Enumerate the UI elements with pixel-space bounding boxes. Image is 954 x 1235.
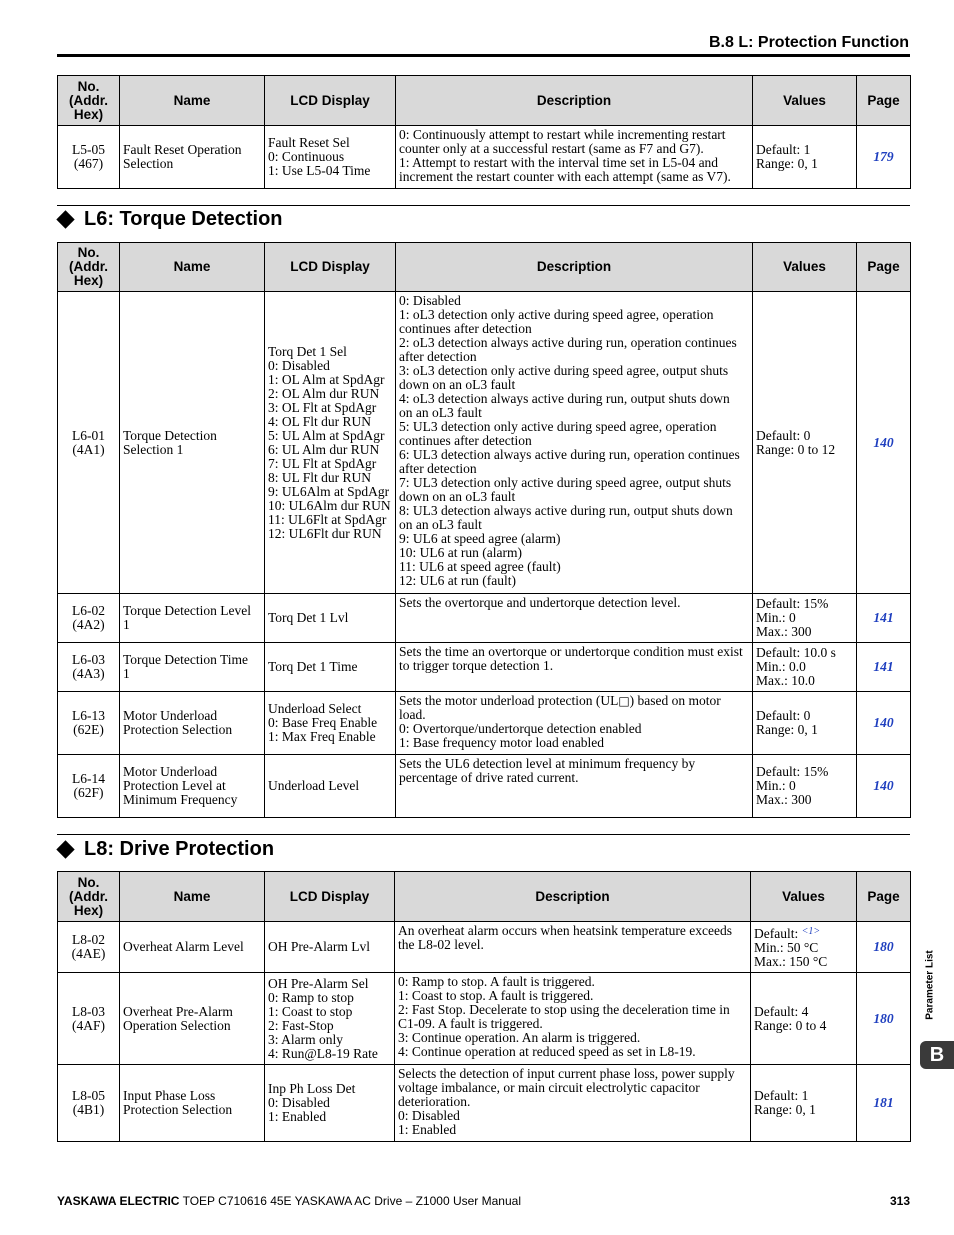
param-name-line: Input Phase Loss (123, 1088, 216, 1103)
param-description-line: Sets the overtorque and undertorque detection level. (399, 595, 681, 610)
param-name-line: Overheat Alarm Level (123, 939, 244, 954)
param-description (396, 755, 753, 818)
param-description-line: to trigger torque detection 1. (399, 658, 554, 673)
table-row (58, 922, 911, 973)
param-name (120, 292, 265, 594)
table-header-row (58, 76, 911, 126)
param-number (58, 973, 120, 1065)
page-link[interactable]: 141 (857, 594, 911, 643)
param-name (120, 126, 265, 189)
param-number (58, 1065, 120, 1142)
param-name-line: Torque Detection (123, 427, 217, 443)
param-values-line: Range: 0, 1 (756, 722, 818, 737)
table-row (58, 126, 911, 189)
param-description-line: 0: Continuously attempt to restart while incrementing restart (399, 127, 726, 142)
param-values-line: Range: 0, 1 (756, 156, 818, 171)
param-description-line: after detection (399, 349, 477, 364)
lcd-display-line: 5: UL Alm at SpdAgr (268, 427, 385, 443)
param-number-line: (4A1) (72, 441, 105, 457)
param-number-line: (4AF) (72, 1017, 105, 1033)
param-values-line: Default: 1 (754, 1088, 809, 1103)
param-description-line: 0: Ramp to stop. A fault is triggered. (398, 974, 595, 989)
lcd-display-line: 1: Max Freq Enable (268, 729, 376, 744)
param-values-line: Max.: 150 °C (754, 954, 828, 969)
col-name-header (120, 76, 265, 126)
param-description-line: down on an oL3 fault (399, 377, 516, 392)
lcd-display-line: Underload Select (268, 701, 362, 716)
page-link[interactable]: 179 (857, 126, 911, 189)
param-description (395, 973, 751, 1065)
param-values (753, 292, 857, 594)
param-description-line: Sets the time an overtorque or undertorque condition must exist (399, 644, 743, 659)
table-header-row (58, 243, 911, 292)
param-description-line: increment the restart counter with each attempt (same as V7). (399, 169, 731, 184)
param-name (120, 922, 265, 973)
param-number (58, 292, 120, 594)
param-values-line: Max.: 300 (756, 624, 812, 639)
lcd-display-line: 6: UL Alm dur RUN (268, 441, 380, 457)
param-number (58, 922, 120, 973)
header-line: LCD Display (289, 888, 370, 904)
param-values-line: Default: 10.0 s (756, 645, 836, 660)
param-name-line: 1 (123, 617, 130, 632)
param-number-line: (62E) (73, 722, 104, 737)
param-name-line: Protection Level at (123, 778, 226, 793)
col-values-header (753, 76, 857, 126)
param-number-line: (4AE) (71, 946, 106, 961)
page-header-title: B.8 L: Protection Function (709, 34, 909, 51)
parameter-table-l5 (57, 75, 911, 189)
param-description (395, 1065, 751, 1142)
col-desc-header (396, 243, 753, 292)
param-description-line: 10: UL6 at run (alarm) (399, 545, 522, 560)
param-description-line: down on an oL3 fault (399, 489, 516, 504)
footnote-ref-link[interactable]: <1> (801, 926, 821, 937)
param-number-line: L6-02 (72, 603, 105, 618)
page-number: 313 (889, 1194, 910, 1208)
param-name-line: Selection 1 (123, 441, 184, 457)
table-header-row (58, 872, 911, 922)
lcd-display-line: 8: UL Flt dur RUN (268, 469, 372, 485)
table-row (58, 692, 911, 755)
param-description-line: after detection (399, 461, 477, 476)
param-description-line: percentage of drive rated current. (399, 770, 579, 785)
table-row (58, 594, 911, 643)
page-link[interactable]: 140 (857, 292, 911, 594)
col-values-header (753, 243, 857, 292)
param-description-line: 0: Disabled (398, 1108, 460, 1123)
param-description-line: 9: UL6 at speed agree (alarm) (399, 531, 561, 546)
diamond-bullet-icon (56, 210, 74, 228)
table-row (58, 1065, 911, 1142)
param-values-line: Default: 4 (754, 1003, 809, 1019)
col-no-header (58, 872, 120, 922)
lcd-display (265, 643, 396, 692)
param-name-line: Selection (123, 156, 174, 171)
lcd-display-line: 4: OL Flt dur RUN (268, 413, 372, 429)
col-page-header (857, 872, 911, 922)
section-heading-text: L6: Torque Detection (84, 208, 283, 230)
param-values-line: Max.: 300 (756, 792, 812, 807)
param-description-line: 1: Enabled (398, 1122, 457, 1137)
param-number-line: (4A2) (72, 617, 105, 632)
param-description-line: deterioration. (398, 1094, 471, 1109)
footer-document (57, 1194, 521, 1208)
col-desc-header (395, 872, 751, 922)
param-values (751, 922, 857, 973)
param-description-line: 11: UL6 at speed agree (fault) (399, 559, 561, 574)
desc-text: ) based on motor (629, 693, 721, 708)
param-number-line: L8-03 (72, 1003, 105, 1019)
lcd-display-line: 1: Enabled (268, 1109, 327, 1124)
header-line: Hex) (73, 273, 104, 288)
lcd-display (265, 692, 396, 755)
lcd-display-line: 4: Run@L8-19 Rate (268, 1045, 378, 1061)
col-desc-header (396, 76, 753, 126)
header-line: Values (782, 888, 825, 904)
lcd-display-line: 9: UL6Alm at SpdAgr (268, 483, 390, 499)
param-number-line: (467) (73, 156, 104, 171)
param-name (120, 643, 265, 692)
param-description-line: 0: Disabled (399, 293, 461, 308)
param-values-line: Default: 0 (756, 427, 811, 443)
param-values-line (754, 925, 853, 941)
lcd-display-line: 7: UL Flt at SpdAgr (268, 455, 377, 471)
lcd-display (265, 1065, 395, 1142)
col-name-header (120, 243, 265, 292)
parameter-table-l6 (57, 242, 911, 818)
col-no-header (58, 243, 120, 292)
lcd-display-line: Torq Det 1 Time (268, 659, 358, 674)
lcd-display-line: Underload Level (268, 778, 360, 793)
appendix-tab[interactable]: B (920, 1041, 954, 1069)
lcd-display-line: 12: UL6Flt dur RUN (268, 525, 382, 541)
lcd-display (265, 594, 396, 643)
param-number-line: L8-02 (72, 932, 105, 947)
box-placeholder-icon: □ (618, 694, 630, 708)
param-description (396, 292, 753, 594)
lcd-display-line: 1: Coast to stop (268, 1003, 353, 1019)
lcd-display-line: Fault Reset Sel (268, 135, 350, 150)
param-description-line: An overheat alarm occurs when heatsink temperature exceeds (398, 923, 732, 938)
header-line: LCD Display (290, 92, 370, 108)
param-name-line: 1 (123, 666, 130, 681)
param-description-line (399, 694, 749, 708)
header-line: Description (536, 259, 612, 274)
col-lcd-header (265, 76, 396, 126)
header-line: Description (536, 92, 612, 108)
param-values (753, 594, 857, 643)
table-row (58, 755, 911, 818)
param-number (58, 594, 120, 643)
lcd-display-line: Inp Ph Loss Det (268, 1081, 356, 1096)
lcd-display-line: 0: Disabled (268, 357, 330, 373)
lcd-display (265, 922, 395, 973)
param-description (395, 922, 751, 973)
header-line: Hex) (73, 106, 104, 122)
lcd-display-line: 11: UL6Flt at SpdAgr (268, 511, 387, 527)
header-rule (57, 54, 910, 57)
param-name-line: Protection Selection (123, 1102, 233, 1117)
section-heading-text: L8: Drive Protection (84, 838, 275, 860)
param-name (120, 1065, 265, 1142)
param-values-line: Default: 1 (756, 142, 811, 157)
param-values (753, 643, 857, 692)
param-number-line: L6-14 (72, 771, 105, 786)
param-values-line: Default: 0 (756, 708, 811, 723)
col-lcd-header (265, 872, 395, 922)
lcd-display-line: 2: OL Alm dur RUN (268, 385, 380, 401)
param-description-line: 4: Continue operation at reduced speed as set in L8-19. (398, 1044, 696, 1059)
param-values-line: Min.: 0.0 (756, 659, 806, 674)
param-description-line: 3: oL3 detection only active during speed agree, output shuts (399, 363, 729, 378)
header-line: Hex) (73, 902, 104, 918)
col-page-header (857, 243, 911, 292)
param-description-line: continues after detection (399, 433, 532, 448)
param-description-line: 2: oL3 detection always active during run, operation continues (399, 335, 737, 350)
param-description-line: 7: UL3 detection only active during speed agree, output shuts (399, 475, 732, 490)
param-number-line: L6-03 (72, 652, 105, 667)
param-description-line: 1: oL3 detection only active during speed agree, operation (399, 307, 714, 322)
diamond-bullet-icon (56, 840, 74, 858)
param-name (120, 594, 265, 643)
lcd-display-line: 1: Use L5-04 Time (268, 163, 371, 178)
param-name-line: Minimum Frequency (123, 792, 238, 807)
param-name-line: Overheat Pre-Alarm (123, 1003, 233, 1019)
footer-brand: YASKAWA ELECTRIC (57, 1194, 180, 1208)
parameter-table-l8 (57, 871, 911, 1142)
lcd-display-line: 1: OL Alm at SpdAgr (268, 371, 385, 387)
desc-text: Sets the motor underload protection (UL (399, 693, 619, 708)
param-name (120, 755, 265, 818)
param-description-line: 5: UL3 detection only active during speed agree, operation (399, 419, 717, 434)
param-number-line: L6-13 (72, 708, 105, 723)
col-lcd-header (265, 243, 396, 292)
param-values-line: Default: 15% (756, 596, 829, 611)
param-values (753, 755, 857, 818)
param-description-line: 12: UL6 at run (fault) (399, 573, 516, 588)
param-description-line: 2: Fast Stop. Decelerate to stop using the deceleration time in (398, 1002, 730, 1017)
param-description-line: the L8-02 level. (398, 937, 484, 952)
lcd-display-line: 10: UL6Alm dur RUN (268, 497, 391, 513)
param-values (751, 973, 857, 1065)
page-link[interactable]: 180 (857, 973, 911, 1065)
page-link[interactable]: 141 (857, 643, 911, 692)
param-description-line: on an oL3 fault (399, 517, 482, 532)
param-values (753, 126, 857, 189)
lcd-display-line: 2: Fast-Stop (268, 1017, 334, 1033)
param-description-line: counter only at a successful restart (same as F7 and G7). (399, 141, 704, 156)
side-section-label: Parameter List (924, 950, 936, 1020)
param-values-line: Min.: 0 (756, 778, 796, 793)
param-values-line: Default: 15% (756, 764, 829, 779)
param-description-line: load. (399, 707, 426, 722)
header-line: Values (783, 259, 826, 274)
param-number-line: (4B1) (72, 1102, 105, 1117)
header-line: Name (173, 92, 211, 108)
param-values-line: Range: 0 to 4 (754, 1017, 827, 1033)
param-number-line: L5-05 (72, 142, 105, 157)
lcd-display-line: 0: Ramp to stop (268, 989, 354, 1005)
param-description-line: 1: Attempt to restart with the interval time set in L5-04 and (399, 155, 719, 170)
section-title-l8 (57, 838, 274, 861)
param-description-line: Selects the detection of input current phase loss, power supply (398, 1066, 735, 1081)
lcd-display-line: Torq Det 1 Lvl (268, 610, 349, 625)
param-description-line: continues after detection (399, 321, 532, 336)
col-page-header (857, 76, 911, 126)
section-rule-l8 (57, 834, 910, 835)
lcd-display (265, 973, 395, 1065)
param-name-line: Torque Detection Time (123, 652, 249, 667)
param-name-line: Operation Selection (123, 1017, 231, 1033)
page-link[interactable]: 140 (857, 692, 911, 755)
lcd-display-line: 0: Base Freq Enable (268, 715, 378, 730)
page-link[interactable]: 140 (857, 755, 911, 818)
param-name-line: Torque Detection Level (123, 603, 251, 618)
param-number-line: L8-05 (72, 1088, 105, 1103)
table-row (58, 643, 911, 692)
param-values (751, 1065, 857, 1142)
values-text: Default: (754, 926, 799, 941)
col-name-header (120, 872, 265, 922)
lcd-display-line: 0: Continuous (268, 149, 345, 164)
lcd-display (265, 755, 396, 818)
footer-doc-title: TOEP C710616 45E YASKAWA AC Drive – Z1000 User Manual (182, 1194, 521, 1208)
param-description-line: 0: Overtorque/undertorque detection enabled (399, 721, 642, 736)
param-name (120, 973, 265, 1065)
param-values-line: Min.: 0 (756, 610, 796, 625)
lcd-display (265, 126, 396, 189)
param-values-line: Range: 0, 1 (754, 1102, 816, 1117)
param-number (58, 643, 120, 692)
param-description-line: 8: UL3 detection always active during run, output shuts down (399, 503, 733, 518)
header-line: Name (173, 259, 211, 274)
lcd-display-line: 3: OL Flt at SpdAgr (268, 399, 377, 415)
col-values-header (751, 872, 857, 922)
param-values-line: Min.: 50 °C (754, 940, 819, 955)
header-line: Description (535, 888, 610, 904)
lcd-display-line: OH Pre-Alarm Sel (268, 975, 369, 991)
param-description-line: 1: Base frequency motor load enabled (399, 735, 605, 750)
param-number-line: L6-01 (72, 427, 105, 443)
header-line: No. (77, 78, 100, 94)
header-line: Values (783, 92, 826, 108)
param-description (396, 126, 753, 189)
header-line: LCD Display (290, 259, 370, 274)
param-description-line: voltage imbalance, or main circuit electrolytic capacitor (398, 1080, 700, 1095)
param-description (396, 692, 753, 755)
param-number-line: (4A3) (72, 666, 105, 681)
page-footer (57, 1194, 910, 1208)
param-number-line: (62F) (73, 785, 104, 800)
section-rule-l6 (57, 205, 910, 206)
param-description-line: 6: UL3 detection always active during run, operation continues (399, 447, 740, 462)
table-row (58, 973, 911, 1065)
param-description-line: Sets the UL6 detection level at minimum frequency by (399, 756, 696, 771)
section-title-l6 (57, 208, 283, 231)
header-line: Page (867, 92, 900, 108)
param-description-line: on an oL3 fault (399, 405, 482, 420)
lcd-display-line: 3: Alarm only (268, 1031, 343, 1047)
param-description-line: 4: oL3 detection always active during run, output shuts down (399, 391, 730, 406)
param-description (396, 594, 753, 643)
param-description-line: C1-09. A fault is triggered. (398, 1016, 543, 1031)
param-description-line: 3: Continue operation. An alarm is triggered. (398, 1030, 641, 1045)
lcd-display-line: OH Pre-Alarm Lvl (268, 939, 370, 954)
header-line: Page (867, 259, 900, 274)
lcd-display (265, 292, 396, 594)
param-number (58, 126, 120, 189)
header-line: (Addr. (69, 888, 108, 904)
param-name-line: Protection Selection (123, 722, 233, 737)
header-line: (Addr. (69, 92, 108, 108)
param-name-line: Fault Reset Operation (123, 142, 242, 157)
param-description (396, 643, 753, 692)
header-line: (Addr. (69, 259, 108, 274)
page-link[interactable]: 180 (857, 922, 911, 973)
param-name-line: Motor Underload (123, 708, 218, 723)
header-line: No. (77, 245, 100, 260)
col-no-header (58, 76, 120, 126)
lcd-display-line: 0: Disabled (268, 1095, 330, 1110)
param-name (120, 692, 265, 755)
param-values (753, 692, 857, 755)
param-description-line: 1: Coast to stop. A fault is triggered. (398, 988, 594, 1003)
header-line: Page (867, 888, 900, 904)
param-values-line: Max.: 10.0 (756, 673, 815, 688)
header-line: Name (173, 888, 211, 904)
header-line: No. (77, 874, 100, 890)
param-number (58, 692, 120, 755)
lcd-display-line: Torq Det 1 Sel (268, 343, 347, 359)
param-name-line: Motor Underload (123, 764, 218, 779)
table-row (58, 292, 911, 594)
page-link[interactable]: 181 (857, 1065, 911, 1142)
param-values-line: Range: 0 to 12 (756, 441, 836, 457)
param-number (58, 755, 120, 818)
